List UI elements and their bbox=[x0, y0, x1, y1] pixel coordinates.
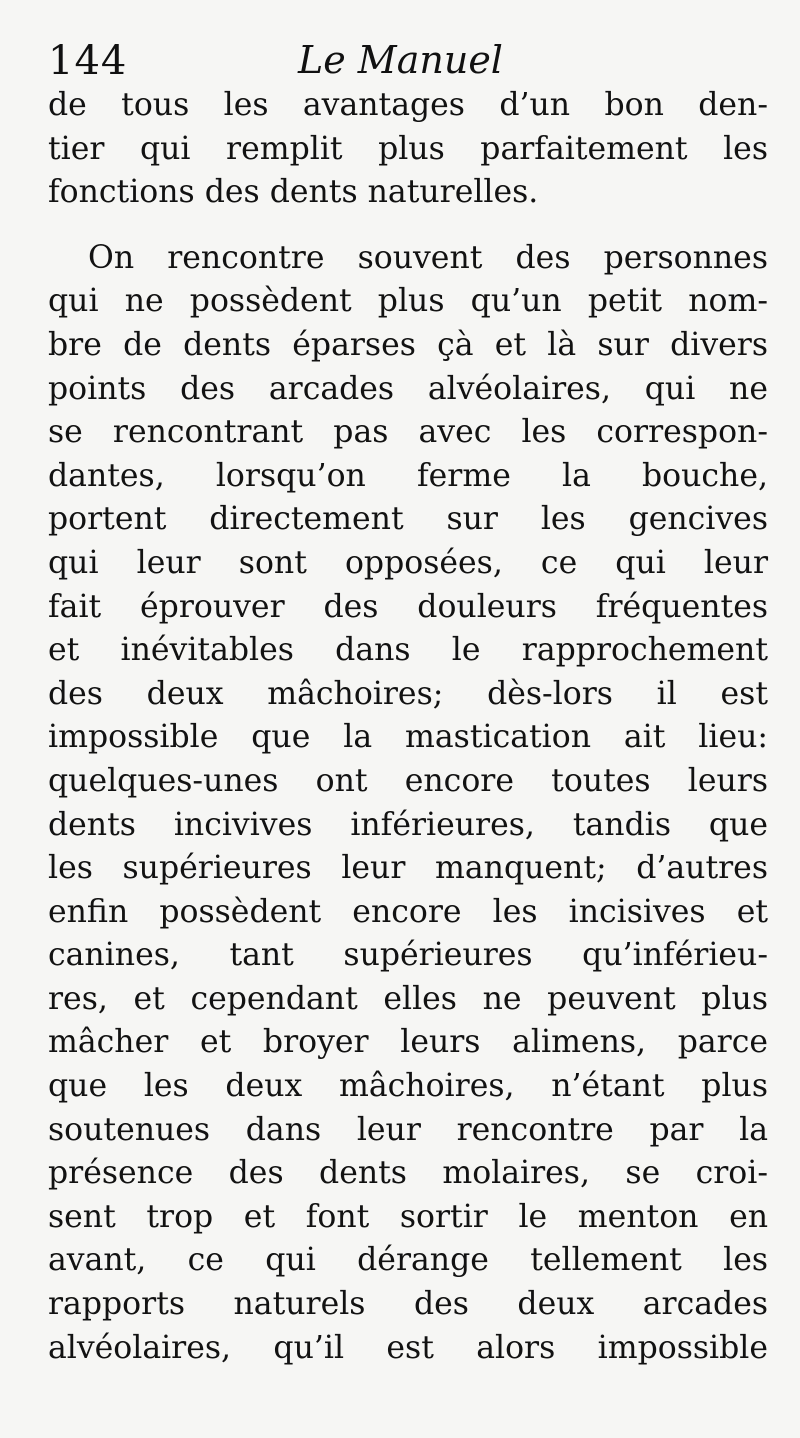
text-line: fonctions des dents naturelles. bbox=[48, 174, 539, 211]
text-line: les supérieures leur manquent; d’autres bbox=[48, 850, 768, 887]
text-line: portent directement sur les gencives bbox=[48, 501, 768, 538]
text-line: se rencontrant pas avec les correspon- bbox=[48, 414, 768, 451]
text-line: avant, ce qui dérange tellement les bbox=[48, 1242, 768, 1279]
text-line: de tous les avantages d’un bon den- bbox=[48, 87, 768, 123]
text-line: tier qui remplit plus parfaitement les bbox=[48, 130, 768, 167]
page-number: 144 bbox=[48, 38, 128, 84]
paragraph-1 bbox=[48, 84, 768, 215]
text-line: impossible que la mastication ait lieu: bbox=[48, 719, 768, 756]
text-line: rapports naturels des deux arcades bbox=[48, 1286, 768, 1323]
text-line: enfin possèdent encore les incisives et bbox=[48, 893, 768, 930]
text-line: bre de dents éparses çà et là sur divers bbox=[48, 326, 768, 363]
body-text bbox=[48, 84, 768, 1370]
text-line: quelques-unes ont encore toutes leurs bbox=[48, 762, 768, 799]
text-line: soutenues dans leur rencontre par la bbox=[48, 1111, 768, 1148]
text-line: que les deux mâchoires, n’étant plus bbox=[48, 1068, 768, 1105]
paragraph-spacer bbox=[48, 215, 768, 237]
text-line: fait éprouver des douleurs fréquentes bbox=[48, 588, 768, 625]
text-line: et inévitables dans le rapprochement bbox=[48, 632, 768, 669]
text-line: res, et cependant elles ne peuvent plus bbox=[48, 980, 768, 1017]
text-line: qui leur sont opposées, ce qui leur bbox=[48, 544, 768, 581]
text-line: On rencontre souvent des personnes bbox=[88, 239, 768, 276]
text-line: sent trop et font sortir le menton en bbox=[48, 1198, 768, 1235]
text-line: mâcher et broyer leurs alimens, parce bbox=[48, 1024, 768, 1061]
text-line: dantes, lorsqu’on ferme la bouche, bbox=[48, 457, 768, 494]
text-line: présence des dents molaires, se croi- bbox=[48, 1155, 768, 1192]
text-line: dents incivives inférieures, tandis que bbox=[48, 806, 768, 843]
text-line: alvéolaires, qu’il est alors impossible bbox=[48, 1329, 768, 1366]
running-title: Le Manuel bbox=[298, 38, 503, 82]
paragraph-2 bbox=[48, 237, 768, 1370]
text-line: canines, tant supérieures qu’inférieu- bbox=[48, 937, 768, 974]
text-line: points des arcades alvéolaires, qui ne bbox=[48, 370, 768, 407]
text-line: qui ne possèdent plus qu’un petit nom- bbox=[48, 283, 768, 320]
text-line: des deux mâchoires; dès-lors il est bbox=[48, 675, 768, 712]
